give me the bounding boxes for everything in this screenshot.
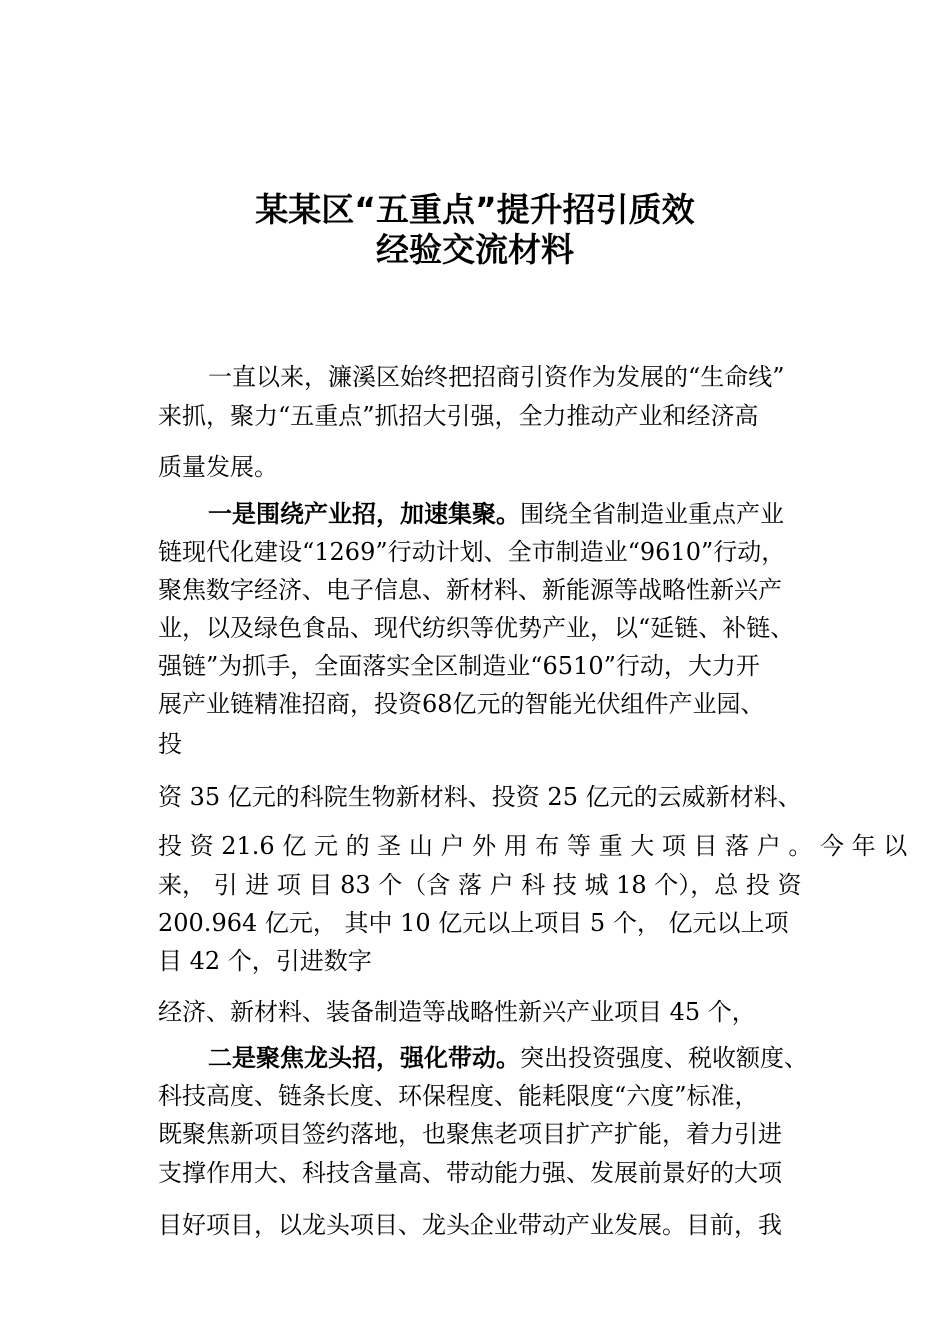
intro-line-2: 来抓，聚力“五重点”抓招大引强，全力推动产业和经济高 — [158, 402, 759, 430]
section-1-line-1-text: 围绕全省制造业重点产业 — [520, 500, 784, 528]
section-1-line-4: 业，以及绿色食品、现代纺织等优势产业，以“延链、补链、 — [158, 614, 795, 642]
section-1-line-9: 投 资 21.6 亿 元 的 圣 山 户 外 用 布 等 重 大 项 目 落 户 。 今 年 以 — [158, 832, 908, 860]
section-2-lead: 二是聚焦龙头招，强化带动。 — [208, 1043, 520, 1072]
section-1-line-1 — [208, 499, 784, 529]
section-1-line-11: 200.964 亿元， 其中 10 亿元以上项目 5 个， 亿元以上项 — [158, 909, 789, 937]
section-1-line-10: 来， 引 进 项 目 83 个（含 落 户 科 技 城 18 个），总 投 资 — [158, 871, 802, 899]
section-1-line-13: 经济、新材料、装备制造等战略性新兴产业项目 45 个， — [158, 998, 756, 1026]
section-2-line-3: 既聚焦新项目签约落地，也聚焦老项目扩产扩能，着力引进 — [158, 1120, 782, 1148]
section-1-line-2: 链现代化建设“1269”行动计划、全市制造业“9610”行动， — [158, 538, 786, 566]
section-2-line-4: 支撑作用大、科技含量高、带动能力强、发展前景好的大项 — [158, 1159, 782, 1187]
intro-line-3: 质量发展。 — [158, 453, 278, 481]
section-1-line-8: 资 35 亿元的科院生物新材料、投资 25 亿元的云威新材料、 — [158, 783, 802, 811]
section-1-line-6: 展产业链精准招商，投资68亿元的智能光伏组件产业园、 — [158, 690, 765, 718]
section-1-lead: 一是围绕产业招，加速集聚。 — [208, 499, 520, 528]
section-2-line-1-text: 突出投资强度、税收额度、 — [520, 1044, 808, 1072]
section-2-line-1 — [208, 1043, 808, 1073]
document-title-line-1: 某某区“五重点”提升招引质效 — [255, 190, 695, 229]
section-1-line-3: 聚焦数字经济、电子信息、新材料、新能源等战略性新兴产 — [158, 576, 782, 604]
section-1-line-5: 强链”为抓手，全面落实全区制造业“6510”行动，大力开 — [158, 652, 760, 680]
section-2-line-2: 科技高度、链条长度、环保程度、能耗限度“六度”标准， — [158, 1082, 759, 1110]
section-1-line-12: 目 42 个，引进数字 — [158, 947, 372, 975]
section-2-line-5: 目好项目，以龙头项目、龙头企业带动产业发展。目前，我 — [158, 1211, 782, 1239]
document-title-line-2: 经验交流材料 — [376, 230, 574, 269]
intro-line-1: 一直以来，濂溪区始终把招商引资作为发展的“生命线” — [208, 363, 785, 391]
section-1-line-7: 投 — [158, 730, 182, 758]
